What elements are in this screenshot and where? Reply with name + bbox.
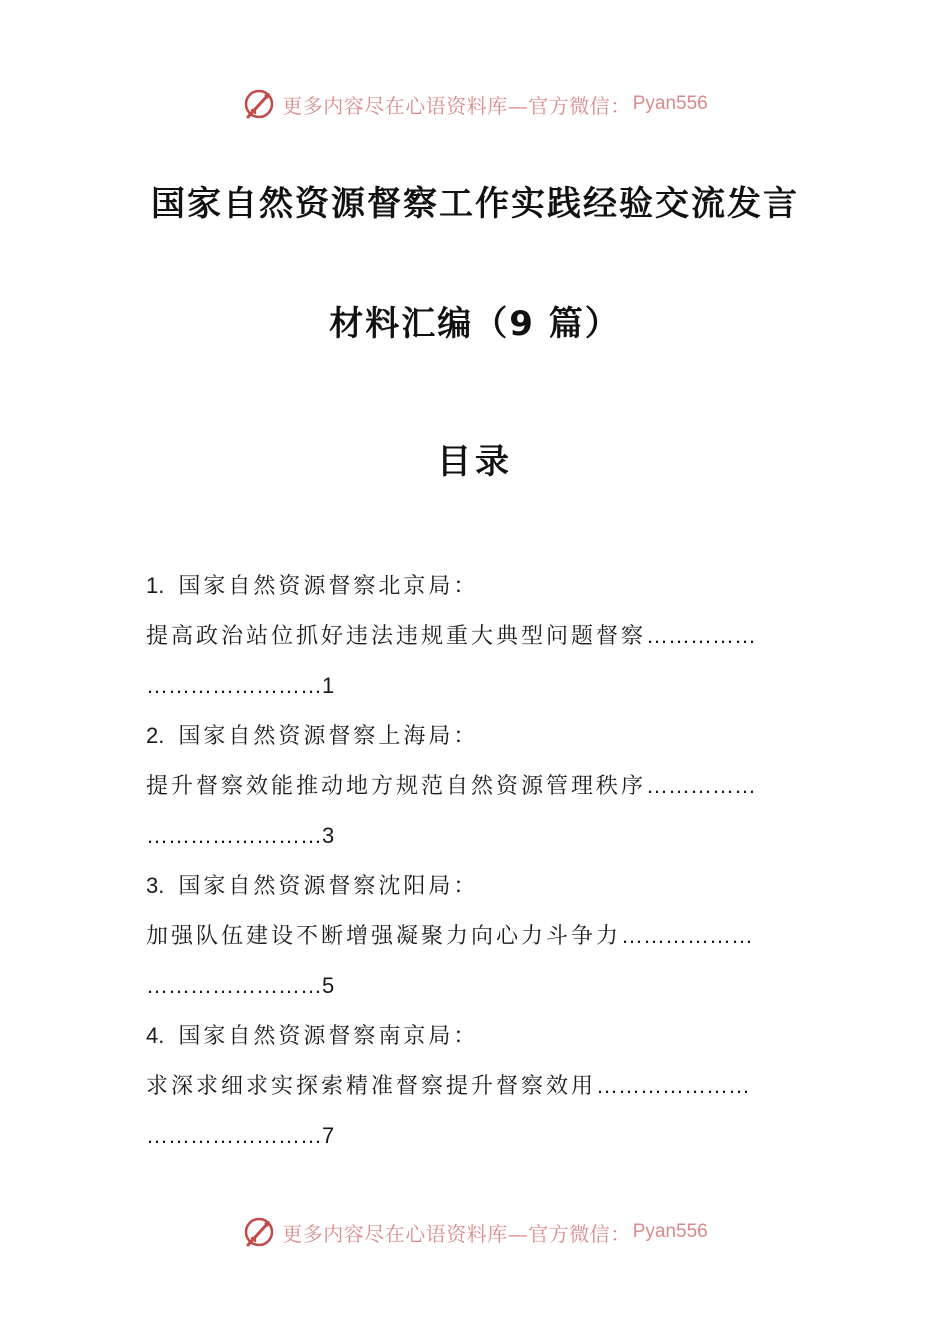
- toc-entry-org-line: [146, 1016, 806, 1066]
- toc-leader-dots: …………………: [596, 1073, 751, 1098]
- toc-entry-org-line: [146, 566, 806, 616]
- toc-entry-number: 2.: [146, 723, 165, 748]
- table-of-contents: [146, 566, 806, 1166]
- toc-heading: 目录: [437, 442, 513, 482]
- pen-logo-icon: [242, 87, 276, 121]
- toc-entry-page-line: [146, 816, 806, 866]
- toc-entry-subtitle: 加强队伍建设不断增强凝聚力向心力斗争力: [146, 924, 622, 949]
- toc-entry-org-line: [146, 716, 806, 766]
- toc-entry-number: 3.: [146, 873, 165, 898]
- toc-entry-page-number: 7: [322, 1123, 335, 1148]
- toc-entry[interactable]: [146, 1016, 806, 1166]
- toc-entry-subtitle: 提高政治站位抓好违法违规重大典型问题督察: [146, 624, 647, 649]
- toc-leader-dots: ……………………: [146, 1123, 322, 1148]
- toc-entry-page-number: 5: [322, 973, 335, 998]
- toc-entry-subtitle-line: [146, 916, 806, 966]
- watermark-wechat-id: Pyan556: [632, 93, 708, 114]
- toc-entry-page-line: [146, 966, 806, 1016]
- document-title-line1: 国家自然资源督察工作实践经验交流发言: [151, 184, 799, 224]
- toc-entry-number: 4.: [146, 1023, 165, 1048]
- toc-leader-dots: ……………………: [146, 673, 322, 698]
- toc-leader-dots: ……………………: [146, 973, 322, 998]
- toc-entry-subtitle-line: [146, 1066, 806, 1116]
- toc-entry-org: 国家自然资源督察北京局：: [178, 574, 479, 599]
- toc-entry-subtitle: 求深求细求实探索精准督察提升督察效用: [146, 1074, 597, 1099]
- pen-logo-icon: [242, 1215, 276, 1249]
- toc-entry-subtitle: 提升督察效能推动地方规范自然资源管理秩序: [146, 774, 647, 799]
- toc-entry-subtitle-line: [146, 766, 806, 816]
- toc-leader-dots: ……………………: [146, 823, 322, 848]
- toc-entry-page-line: [146, 666, 806, 716]
- watermark-footer: [0, 1212, 950, 1252]
- toc-entry-page-number: 1: [322, 673, 335, 698]
- toc-leader-dots: ………………: [621, 923, 754, 948]
- document-title-line2: 材料汇编（9 篇）: [329, 304, 621, 344]
- watermark-text: 更多内容尽在心语资料库—官方微信：: [282, 93, 631, 118]
- toc-entry-subtitle-line: [146, 616, 806, 666]
- toc-entry-org: 国家自然资源督察南京局：: [178, 1024, 479, 1049]
- watermark-header: [0, 84, 950, 124]
- toc-entry-page-number: 3: [322, 823, 335, 848]
- toc-entry-number: 1.: [146, 573, 165, 598]
- toc-leader-dots: ……………: [646, 773, 757, 798]
- toc-leader-dots: ……………: [646, 623, 757, 648]
- toc-entry[interactable]: [146, 866, 806, 1016]
- toc-entry-org-line: [146, 866, 806, 916]
- toc-entry-page-line: [146, 1116, 806, 1166]
- toc-entry[interactable]: [146, 716, 806, 866]
- watermark-wechat-id: Pyan556: [632, 1221, 708, 1242]
- toc-entry-org: 国家自然资源督察上海局：: [178, 724, 479, 749]
- toc-entry[interactable]: [146, 566, 806, 716]
- watermark-text: 更多内容尽在心语资料库—官方微信：: [282, 1221, 631, 1246]
- toc-entry-org: 国家自然资源督察沈阳局：: [178, 874, 479, 899]
